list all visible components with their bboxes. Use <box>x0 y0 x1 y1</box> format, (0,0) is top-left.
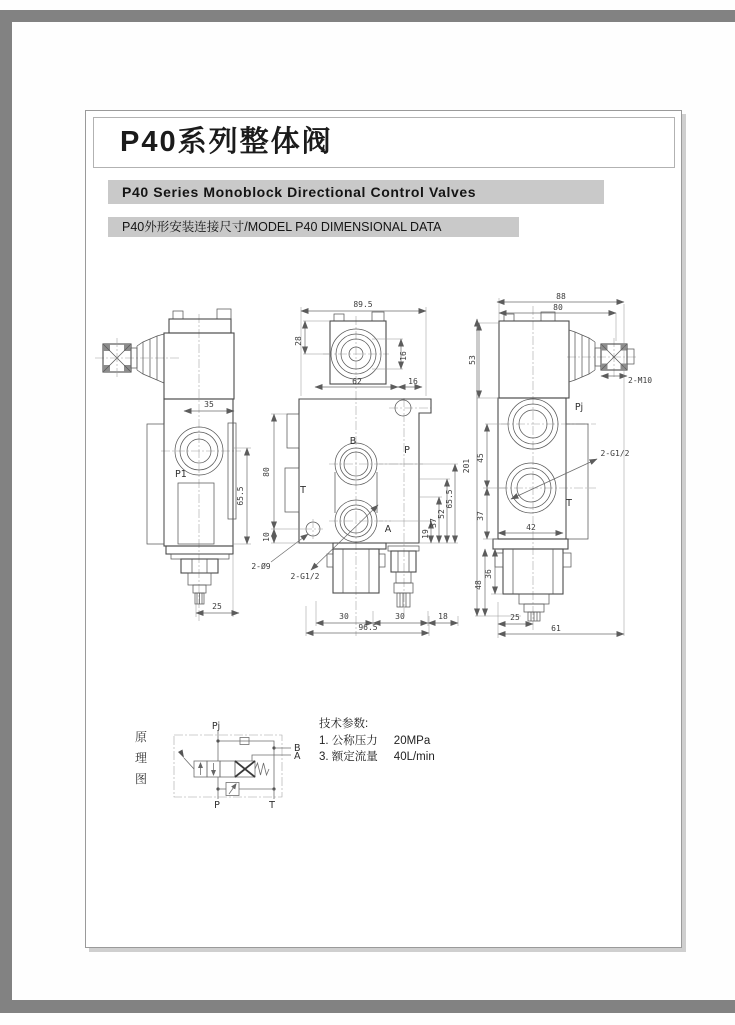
dim-front-a-height: 19 <box>421 529 430 539</box>
dim-left-bottom: 25 <box>212 602 222 611</box>
tech-params <box>319 716 435 766</box>
tech-param-value: 40L/min <box>393 751 435 763</box>
banner-dimensional-label: P40外形安装连接尺寸/MODEL P40 DIMENSIONAL DATA <box>122 220 442 234</box>
tech-param-label: 1. 公称压力 <box>319 734 378 747</box>
dim-right-port-spacing: 45 <box>476 453 485 463</box>
dim-right-base-width: 61 <box>551 624 561 633</box>
schematic-port-a: A <box>294 751 301 762</box>
dim-right-overall-width: 88 <box>556 292 566 301</box>
schematic-title-char: 理 <box>134 751 147 765</box>
banner-dimensional <box>108 217 519 237</box>
scan-band-left <box>0 10 12 1013</box>
dim-front-left-hole: 10 <box>262 532 271 542</box>
tech-param-label: 3. 额定流量 <box>319 751 378 763</box>
port-label-p1: P1 <box>175 469 187 480</box>
dim-front-mid-height: 52 <box>437 509 446 519</box>
port-label-p: P <box>404 445 410 456</box>
banner-english-label: P40 Series Monoblock Directional Control Valves <box>122 184 477 200</box>
schematic-port-b: B <box>294 743 301 754</box>
port-label-a: A <box>384 524 392 535</box>
view-side-right <box>462 292 652 638</box>
view-front <box>251 300 458 636</box>
hydraulic-schematic <box>166 719 316 819</box>
port-label-t: T <box>300 485 306 496</box>
page-title: P40系列整体阀 <box>120 126 333 158</box>
dim-front-cap-port: 16 <box>399 351 408 361</box>
scan-band-top <box>0 10 735 22</box>
label-stud-thread: 2-M10 <box>628 376 653 385</box>
schematic-port-t: T <box>269 800 275 811</box>
schematic-port-pj: Pj <box>211 721 221 732</box>
tech-param-row <box>319 733 435 750</box>
dim-right-port-width: 42 <box>526 523 536 532</box>
dim-front-cap-center: 62 <box>352 377 362 386</box>
dim-left-top-width: 35 <box>204 400 214 409</box>
view-side-left <box>95 309 251 621</box>
dim-front-left-height: 80 <box>262 467 271 477</box>
dim-right-top-height: 53 <box>468 355 477 365</box>
dim-front-bolt-right: 30 <box>395 612 405 621</box>
dim-front-p-height: 37 <box>429 518 438 528</box>
schematic-port-p: P <box>214 800 220 811</box>
content-frame <box>85 110 682 948</box>
banner-english <box>108 180 604 204</box>
dim-right-bottom-height: 48 <box>474 580 483 590</box>
tech-params-heading: 技术参数: <box>319 718 369 730</box>
dim-right-cover-height: 36 <box>484 569 493 579</box>
dim-front-bolt-left: 30 <box>339 612 349 621</box>
schematic-title-char: 原 <box>134 730 147 744</box>
label-ports-thread: 2-G1/2 <box>290 572 320 581</box>
dim-front-relief: 18 <box>438 612 448 621</box>
dim-front-overall-width: 89.5 <box>353 300 373 309</box>
tech-param-row <box>319 749 435 766</box>
dimensional-drawings <box>91 286 671 656</box>
dim-right-body-width: 80 <box>553 303 563 312</box>
dim-right-total-height: 201 <box>462 458 471 474</box>
port-label-pj: Pj <box>574 402 584 413</box>
port-label-t-right: T <box>566 498 572 509</box>
dim-front-b-height: 65.5 <box>445 489 454 509</box>
schematic-title <box>133 727 149 790</box>
tech-param-value: 20MPa <box>393 734 431 747</box>
dim-front-step: 16 <box>408 377 418 386</box>
label-mount-holes: 2-Ø9 <box>251 562 271 571</box>
dim-right-stud-offset: 25 <box>510 613 520 622</box>
label-ports-thread-right: 2-G1/2 <box>600 449 630 458</box>
dim-right-port-bottom: 37 <box>476 511 485 521</box>
dim-front-total-width: 96.5 <box>358 623 378 632</box>
title-box <box>93 117 675 168</box>
dim-front-cap-offset: 28 <box>294 336 303 346</box>
dim-left-port-height: 65.5 <box>236 486 245 506</box>
scan-band-bottom <box>0 1000 735 1013</box>
schematic-title-char: 图 <box>134 772 147 786</box>
port-label-b: B <box>349 436 357 447</box>
